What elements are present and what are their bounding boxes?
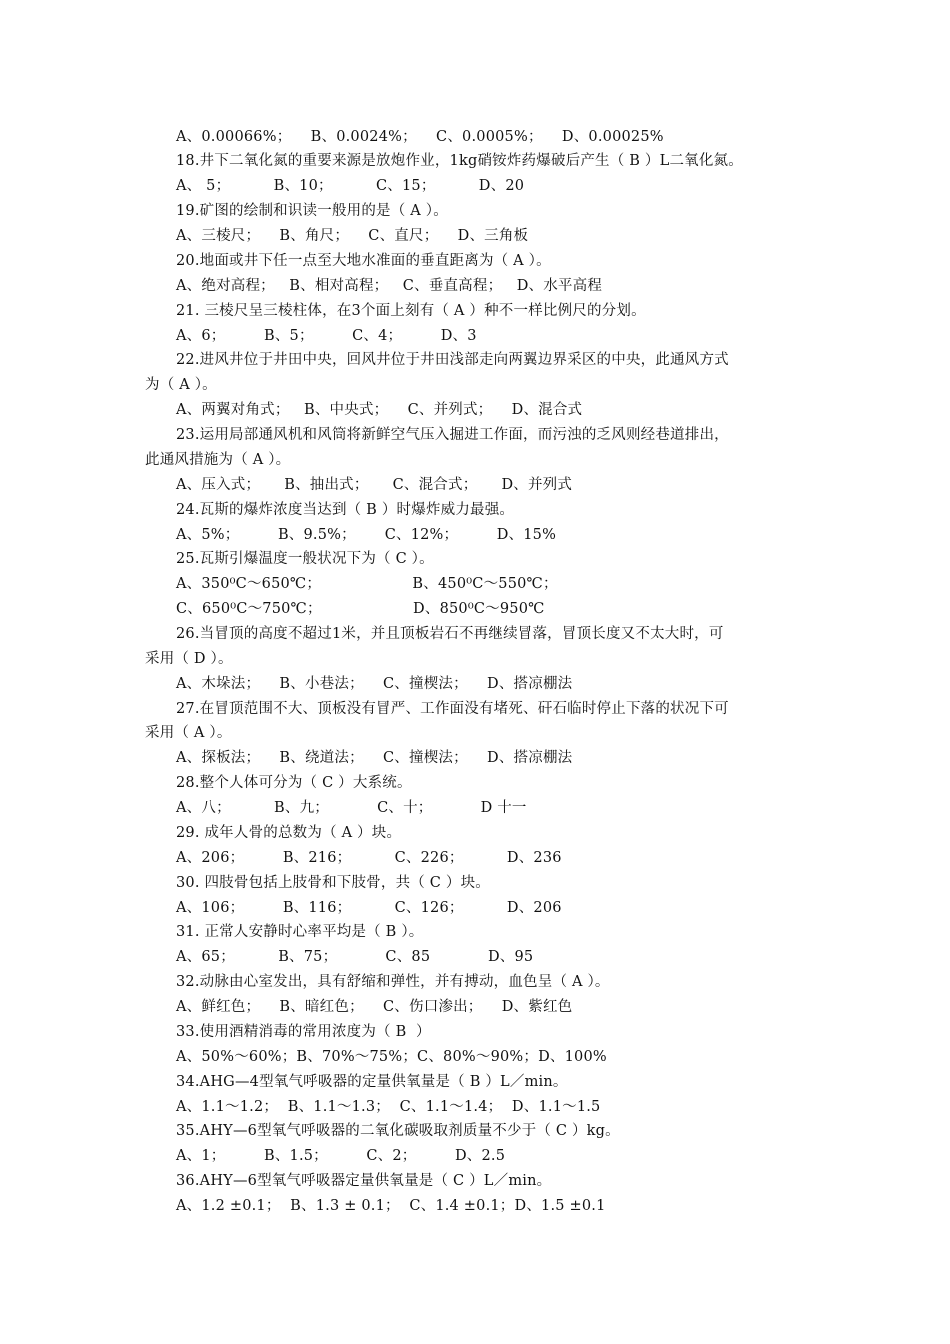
answer-options-27: A、探板法； B、绕道法； C、撞楔法； D、搭凉棚法 [176,750,573,766]
question-32: 32.动脉由心室发出，具有舒缩和弹性，并有搏动，血色呈（ A ）。 [176,974,610,990]
answer-options-24: A、5%； B、9.5%； C、12%； D、15% [176,527,557,543]
question-30: 30. 四肢骨包括上肢骨和下肢骨，共（ C ）块。 [176,875,490,891]
answer-options-21: A、6； B、5； C、4； D、3 [176,328,477,344]
question-21: 21. 三棱尺呈三棱柱体，在3个面上刻有（ A ）种不一样比例尺的分划。 [176,303,646,319]
question-35: 35.AHY—6型氧气呼吸器的二氧化碳吸取剂质量不少于（ C ）kg。 [176,1123,620,1139]
answer-options-30: A、106； B、116； C、126； D、206 [176,900,562,916]
answer-options-18: A、 5； B、10； C、15； D、20 [176,178,525,194]
answer-options-34: A、1.1～1.2； B、1.1～1.3； C、1.1～1.4； D、1.1～1.5 [176,1099,601,1115]
question-29: 29. 成年人骨的总数为（ A ）块。 [176,825,402,841]
question-31: 31. 正常人安静时心率平均是（ B ）。 [176,924,424,940]
answer-options-35: A、1； B、1.5； C、2； D、2.5 [176,1148,506,1164]
question-28: 28.整个人体可分为（ C ）大系统。 [176,775,412,791]
question-22: 22.进风井位于井田中央，回风井位于井田浅部走向两翼边界采区的中央，此通风方式 [176,352,729,368]
question-19: 19.矿图的绘制和识读一般用的是（ A ）。 [176,203,448,219]
answer-options-17: A、0.00066%； B、0.0024%； C、0.0005%； D、0.00025% [176,129,664,145]
answer-options-19: A、三棱尺； B、角尺； C、直尺； D、三角板 [176,228,529,244]
answer-options-29: A、206； B、216； C、226； D、236 [176,850,562,866]
answer-options-20: A、绝对高程； B、相对高程； C、垂直高程； D、水平高程 [176,278,603,294]
question-27: 27.在冒顶范围不大、顶板没有冒严、工作面没有堵死、矸石临时停止下落的状况下可 [176,701,729,717]
question-36: 36.AHY—6型氧气呼吸器定量供氧量是（ C ）L／min。 [176,1173,552,1189]
answer-options-22: A、两翼对角式； B、中央式； C、并列式； D、混合式 [176,402,583,418]
question-23-cont: 此通风措施为（ A ）。 [145,452,291,468]
question-34: 34.AHG—4型氧气呼吸器的定量供氧量是（ B ）L／min。 [176,1074,568,1090]
question-18: 18.井下二氧化氮的重要来源是放炮作业，1kg硝铵炸药爆破后产生（ B ）L二氧化氮。 [176,153,743,169]
question-33: 33.使用酒精消毒的常用浓度为（ B ） [176,1024,431,1040]
question-25: 25.瓦斯引爆温度一般状况下为（ C ）。 [176,551,434,567]
answer-options-31: A、65； B、75； C、85 D、95 [176,949,534,965]
question-23: 23.运用局部通风机和风筒将新鲜空气压入掘进工作面，而污浊的乏风则经巷道排出， [176,427,729,443]
question-22-cont: 为（ A ）。 [145,377,217,393]
answer-options-36: A、1.2 ±0.1； B、1.3 ± 0.1； C、1.4 ±0.1；D、1.5 ±0.1 [176,1198,606,1214]
answer-options-26: A、木垛法； B、小巷法； C、撞楔法； D、搭凉棚法 [176,676,573,692]
question-24: 24.瓦斯的爆炸浓度当达到（ B ）时爆炸威力最强。 [176,502,515,518]
answer-options-23: A、压入式； B、抽出式； C、混合式； D、并列式 [176,477,573,493]
answer-options-32: A、鲜红色； B、暗红色； C、伤口渗出； D、紫红色 [176,999,573,1015]
question-26-cont: 采用（ D ）。 [145,651,233,667]
question-20: 20.地面或井下任一点至大地水准面的垂直距离为（ A ）。 [176,253,551,269]
answer-options-33: A、50%～60%；B、70%～75%；C、80%～90%；D、100% [176,1049,607,1065]
answer-options-28: A、八； B、九； C、十； D 十一 [176,800,527,816]
answer-options-25a: A、350⁰C～650℃； B、450⁰C～550℃； [176,576,558,592]
answer-options-25b: C、650⁰C～750℃； D、850⁰C～950℃ [176,601,545,617]
question-26: 26.当冒顶的高度不超过1米，并且顶板岩石不再继续冒落，冒顶长度又不太大时，可 [176,626,724,642]
question-27-cont: 采用（ A ）。 [145,725,232,741]
